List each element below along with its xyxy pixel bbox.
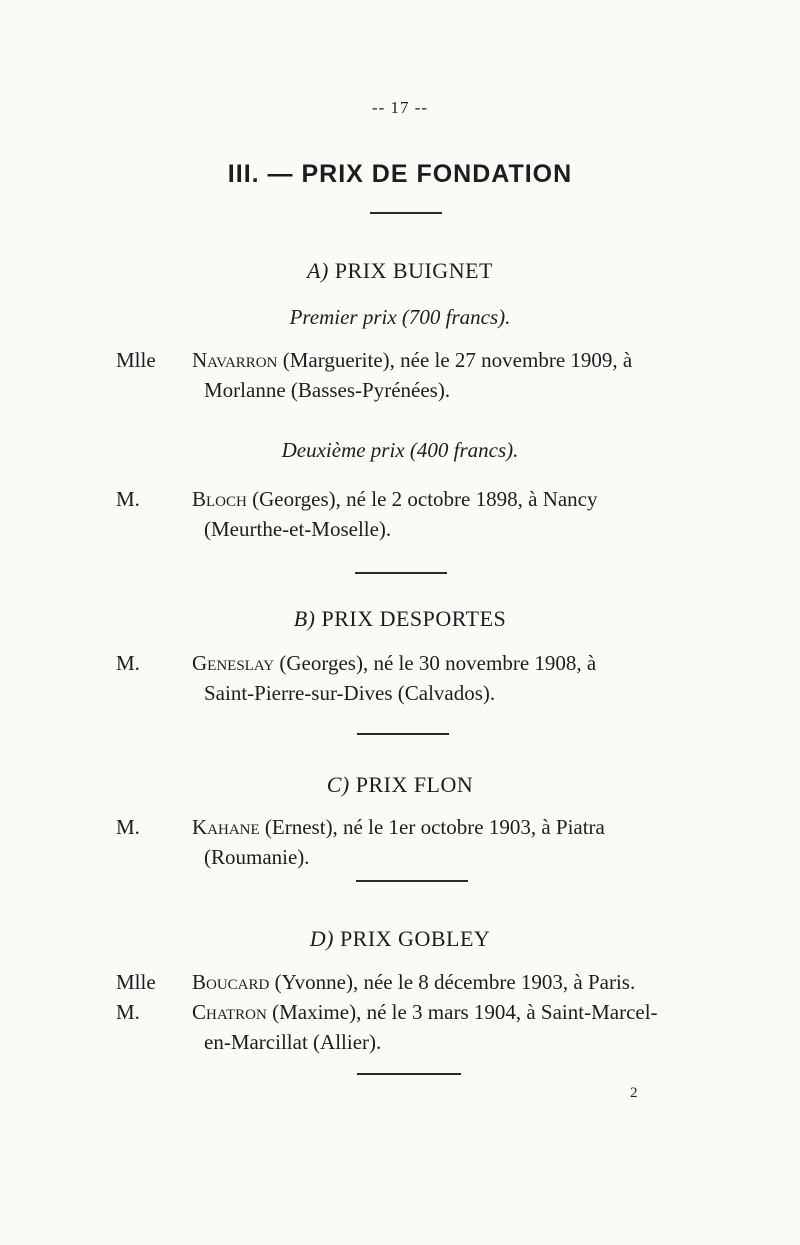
recipient-details: (Yvonne), née le 8 décembre 1903, à Paris. — [274, 970, 636, 994]
prize-letter: C) — [326, 772, 350, 797]
recipient-title: M. — [116, 815, 140, 839]
section-rule — [356, 880, 468, 882]
recipient-surname: Bloch — [192, 487, 247, 511]
recipient-title: M. — [116, 487, 140, 511]
recipient-line-1 — [192, 812, 692, 842]
prize-heading-flon — [0, 772, 800, 798]
recipient-line-2: en-Marcillat (Allier). — [204, 1030, 382, 1054]
section-title: III. — PRIX DE FONDATION — [227, 160, 573, 188]
prize-name: PRIX GOBLEY — [339, 926, 491, 951]
recipient-line-1 — [192, 345, 692, 375]
recipient-line-2: Saint-Pierre-sur-Dives (Calvados). — [204, 681, 496, 705]
prize-heading-desportes — [0, 606, 800, 632]
recipient-details: (Ernest), né le 1er octobre 1903, à Piatra — [264, 815, 605, 839]
prize-letter: B) — [293, 606, 316, 631]
recipient-title: M. — [116, 1000, 140, 1024]
prize-heading-buignet — [0, 258, 800, 284]
prize-letter: A) — [307, 258, 329, 283]
recipient-details: (Marguerite), née le 27 novembre 1909, à — [282, 348, 633, 372]
prize-name: PRIX FLON — [355, 772, 474, 797]
recipient-surname: Kahane — [192, 815, 260, 839]
recipient-details: (Maxime), né le 3 mars 1904, à Saint-Marcel- — [272, 1000, 658, 1024]
recipient-line-2: Morlanne (Basses-Pyrénées). — [204, 378, 451, 402]
recipient-line-1 — [192, 484, 692, 514]
section-rule — [357, 1073, 461, 1075]
recipient-line-2: (Meurthe-et-Moselle). — [204, 517, 392, 541]
signature-mark: 2 — [630, 1085, 638, 1101]
recipient-title: Mlle — [116, 348, 156, 372]
section-rule — [357, 733, 449, 735]
recipient-surname: Geneslay — [192, 651, 275, 675]
recipient-line-1 — [192, 648, 692, 678]
recipient-title: M. — [116, 651, 140, 675]
prize-heading-gobley — [0, 926, 800, 952]
page-number: -- 17 -- — [371, 98, 429, 117]
prize-name: PRIX DESPORTES — [321, 606, 507, 631]
section-rule — [355, 572, 447, 574]
recipient-surname: Chatron — [192, 1000, 267, 1024]
recipient-details: (Georges), né le 30 novembre 1908, à — [279, 651, 597, 675]
award-label-premier: Premier prix (700 francs). — [289, 305, 511, 329]
award-label-deuxieme: Deuxième prix (400 francs). — [281, 438, 519, 462]
section-rule — [370, 212, 442, 214]
recipient-line-1 — [192, 997, 692, 1027]
recipient-details: (Georges), né le 2 octobre 1898, à Nancy — [252, 487, 598, 511]
prize-name: PRIX BUIGNET — [334, 258, 493, 283]
recipient-line-1 — [192, 967, 692, 997]
prize-letter: D) — [309, 926, 334, 951]
recipient-surname: Boucard — [192, 970, 270, 994]
recipient-line-2: (Roumanie). — [204, 845, 310, 869]
recipient-title: Mlle — [116, 970, 156, 994]
recipient-surname: Navarron — [192, 348, 278, 372]
